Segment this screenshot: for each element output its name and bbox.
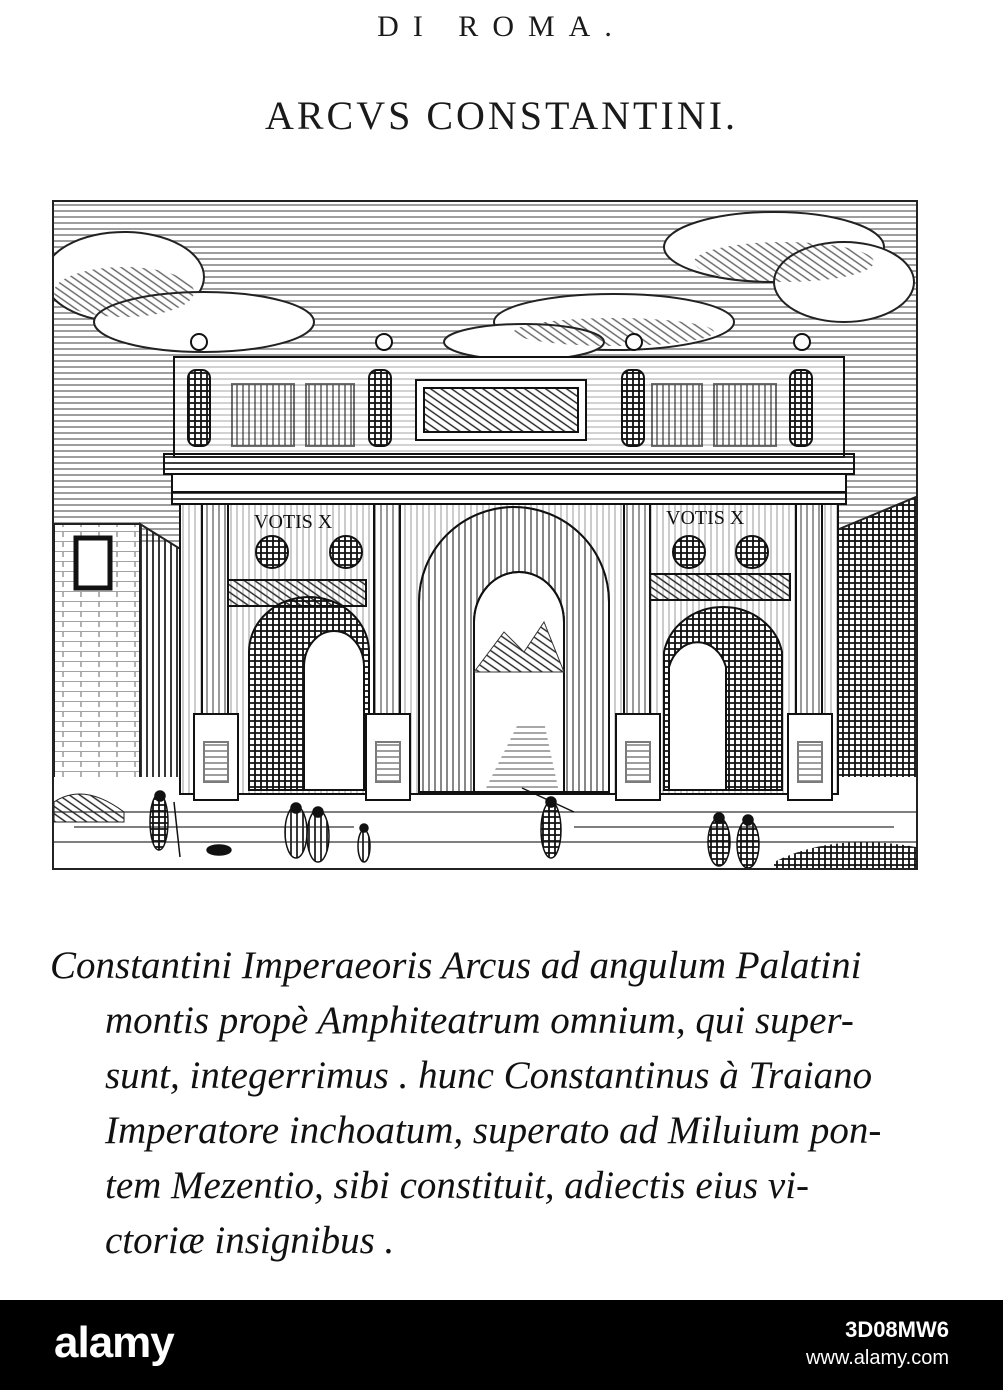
site-url: www.alamy.com [806, 1347, 949, 1369]
alamy-logo: alamy [54, 1318, 174, 1367]
running-head: DI ROMA. [377, 10, 626, 43]
caption-line: Imperatore inchoatum, superato ad Miluium pon- [105, 1109, 882, 1152]
image-id-block [806, 1316, 949, 1372]
arch-engraving [52, 200, 918, 870]
image-id: 3D08MW6 [845, 1317, 949, 1342]
inscription-right: VOTIS X [666, 507, 745, 529]
caption-line: montis propè Amphiteatrum omnium, qui super- [105, 999, 854, 1042]
left-building [54, 524, 182, 799]
caption-line: Constantini Imperaeoris Arcus ad angulum Palatini [50, 944, 862, 987]
page-title: ARCVS CONSTANTINI. [264, 93, 739, 138]
caption-line: tem Mezentio, sibi constituit, adiectis eius vi- [105, 1164, 810, 1207]
caption-line: sunt, integerrimus . hunc Constantinus à Traiano [105, 1054, 873, 1097]
inscription-left: VOTIS X [254, 511, 333, 533]
watermark-footer [0, 1300, 1003, 1390]
caption-line: ctoriæ insignibus . [105, 1219, 395, 1262]
caption-text [50, 938, 950, 1268]
arch-of-constantine [164, 334, 854, 800]
